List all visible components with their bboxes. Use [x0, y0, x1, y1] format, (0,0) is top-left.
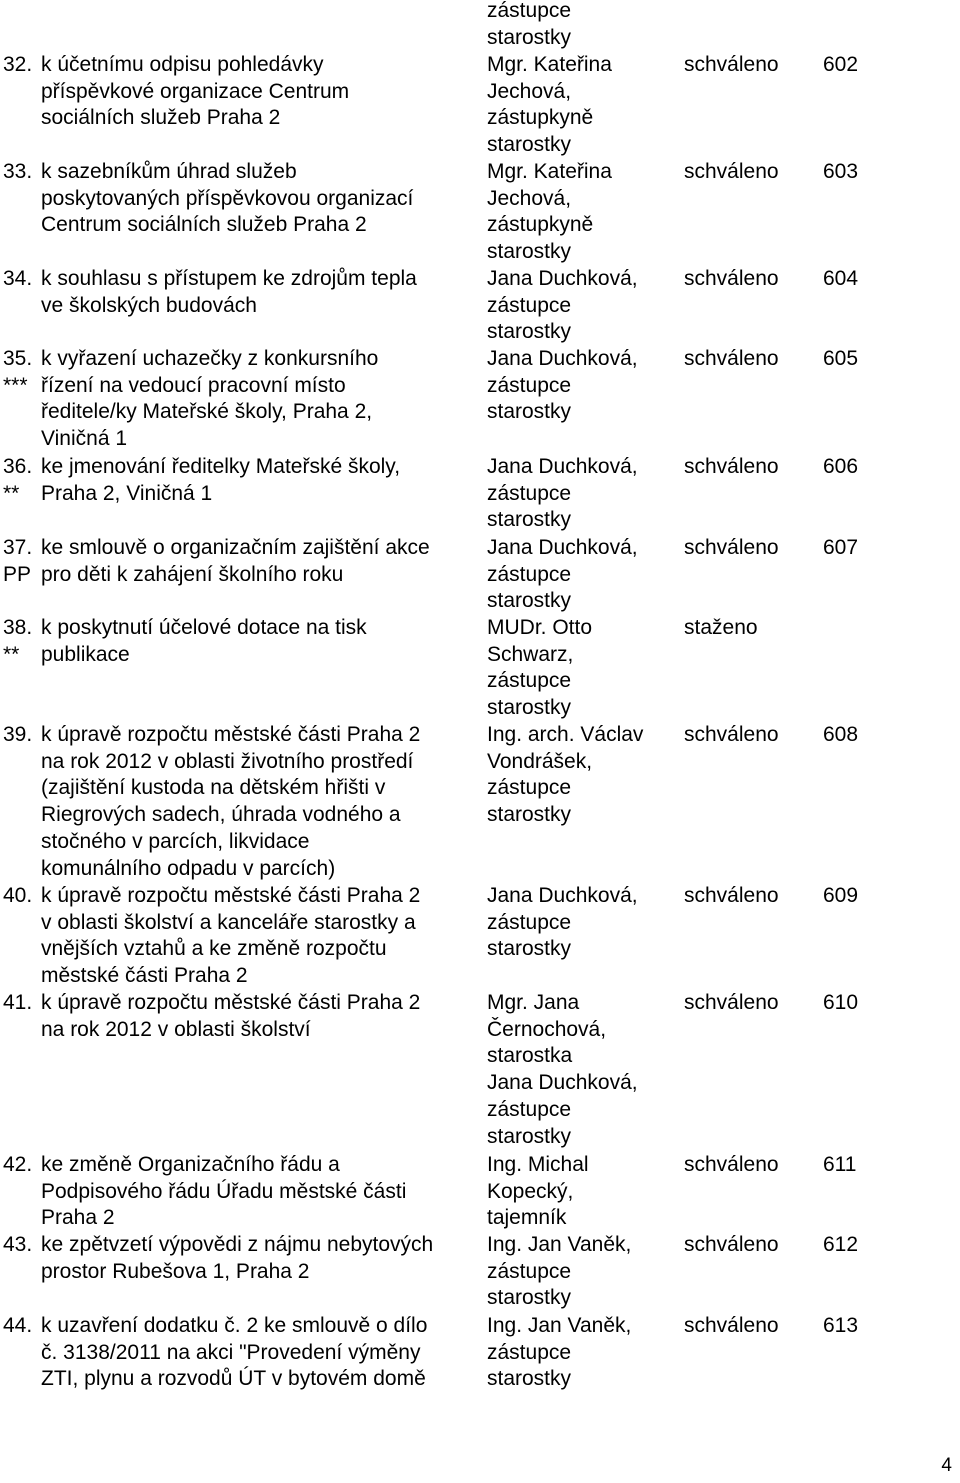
- item-number: 37. PP: [3, 536, 33, 586]
- item-subject: k souhlasu s přístupem ke zdrojům tepla ve školských budovách: [41, 267, 417, 317]
- item-resolution-number: 613: [823, 1314, 859, 1337]
- item-result: schváleno: [684, 455, 779, 478]
- item-subject: ke smlouvě o organizačním zajištění akce pro děti k zahájení školního roku: [41, 536, 430, 586]
- item-resolution-number: 603: [823, 160, 859, 183]
- item-resolution-number: 605: [823, 347, 859, 370]
- item-result: schváleno: [684, 267, 779, 290]
- item-result: schváleno: [684, 347, 779, 370]
- item-subject: k vyřazení uchazečky z konkursního řízení na vedoucí pracovní místo ředitele/ky Mateřské školy, Praha 2, Viničná 1: [41, 347, 379, 451]
- item-result: schváleno: [684, 536, 779, 559]
- item-number: 36. **: [3, 455, 33, 505]
- item-number: 34.: [3, 267, 33, 290]
- item-subject: k účetnímu odpisu pohledávky příspěvkové organizace Centrum sociálních služeb Praha 2: [41, 53, 350, 130]
- item-resolution-number: 602: [823, 53, 859, 76]
- item-result: schváleno: [684, 723, 779, 746]
- item-number: 33.: [3, 160, 33, 183]
- item-result: schváleno: [684, 53, 779, 76]
- item-presenter: Jana Duchková, zástupce starostky: [487, 536, 638, 613]
- item-presenter: Jana Duchková, zástupce starostky: [487, 347, 638, 424]
- item-number: 39.: [3, 723, 33, 746]
- item-presenter: Ing. Jan Vaněk, zástupce starostky: [487, 1233, 632, 1310]
- item-result: schváleno: [684, 1233, 779, 1256]
- item-resolution-number: 611: [823, 1153, 857, 1176]
- item-presenter: Ing. Jan Vaněk, zástupce starostky: [487, 1314, 632, 1391]
- item-presenter: MUDr. Otto Schwarz, zástupce starostky: [487, 616, 593, 720]
- item-number: 35. ***: [3, 347, 33, 397]
- item-resolution-number: 608: [823, 723, 859, 746]
- item-result: staženo: [684, 616, 758, 639]
- page-number: 4: [941, 1455, 952, 1476]
- item-presenter: Jana Duchková, zástupce starostky: [487, 267, 638, 344]
- item-subject: k úpravě rozpočtu městské části Praha 2 na rok 2012 v oblasti životního prostředí (zajištění kustoda na dětském hřišti v Riegrových sadech, úhrada vodného a stočného v parcích, likvidace komunálního odpadu v parcích): [41, 723, 421, 880]
- item-number: 38. **: [3, 616, 33, 666]
- item-resolution-number: 606: [823, 455, 859, 478]
- item-subject: ke změně Organizačního řádu a Podpisového řádu Úřadu městské části Praha 2: [41, 1153, 407, 1230]
- item-number: 40.: [3, 884, 33, 907]
- item-result: schváleno: [684, 884, 779, 907]
- item-presenter: Jana Duchková, zástupce starostky: [487, 884, 638, 961]
- item-presenter: Mgr. Jana Černochová, starostka Jana Duchková, zástupce starostky: [487, 991, 638, 1148]
- item-result: schváleno: [684, 991, 779, 1014]
- item-number: 42.: [3, 1153, 33, 1176]
- item-result: schváleno: [684, 1153, 779, 1176]
- item-subject: k poskytnutí účelové dotace na tisk publikace: [41, 616, 367, 666]
- item-presenter: Ing. arch. Václav Vondrášek, zástupce starostky: [487, 723, 644, 827]
- item-presenter: Mgr. Kateřina Jechová, zástupkyně starostky: [487, 160, 612, 264]
- item-number: 43.: [3, 1233, 33, 1256]
- item-subject: ke zpětvzetí výpovědi z nájmu nebytových prostor Rubešova 1, Praha 2: [41, 1233, 434, 1283]
- item-number: 41.: [3, 991, 33, 1014]
- item-number: 44.: [3, 1314, 33, 1337]
- item-subject: k úpravě rozpočtu městské části Praha 2 na rok 2012 v oblasti školství: [41, 991, 421, 1041]
- item-resolution-number: 612: [823, 1233, 859, 1256]
- item-resolution-number: 610: [823, 991, 859, 1014]
- item-subject: k úpravě rozpočtu městské části Praha 2 v oblasti školství a kanceláře starostky a vnějších vztahů a ke změně rozpočtu městské části Praha 2: [41, 884, 421, 988]
- item-result: schváleno: [684, 1314, 779, 1337]
- item-resolution-number: 604: [823, 267, 859, 290]
- item-subject: k uzavření dodatku č. 2 ke smlouvě o dílo č. 3138/2011 na akci "Provedení výměny ZTI, plynu a rozvodů ÚT v bytovém domě: [41, 1314, 428, 1391]
- item-presenter: Jana Duchková, zástupce starostky: [487, 455, 638, 532]
- continued-presenter: zástupce starostky: [487, 0, 572, 49]
- item-number: 32.: [3, 53, 33, 76]
- item-result: schváleno: [684, 160, 779, 183]
- item-resolution-number: 607: [823, 536, 859, 559]
- item-presenter: Mgr. Kateřina Jechová, zástupkyně starostky: [487, 53, 612, 157]
- item-subject: k sazebníkům úhrad služeb poskytovaných příspěvkovou organizací Centrum sociálních služeb Praha 2: [41, 160, 414, 237]
- item-resolution-number: 609: [823, 884, 859, 907]
- item-subject: ke jmenování ředitelky Mateřské školy, Praha 2, Viničná 1: [41, 455, 401, 505]
- item-presenter: Ing. Michal Kopecký, tajemník: [487, 1153, 589, 1230]
